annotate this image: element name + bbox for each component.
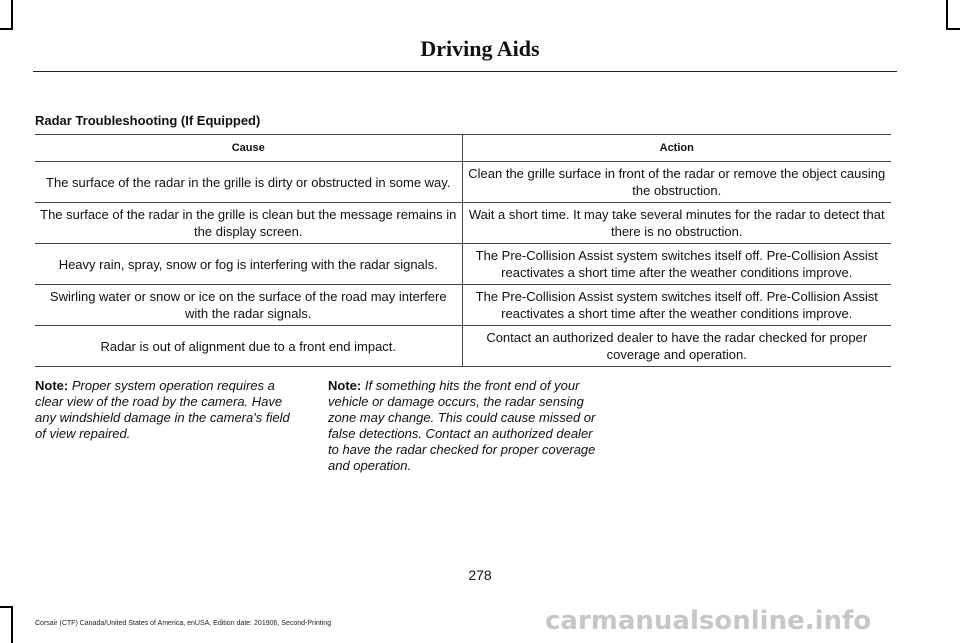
table-row <box>35 285 891 326</box>
watermark: carmanualsonline.info <box>545 606 872 636</box>
footer-edition-info: Corsair (CTF) Canada/United States of America, enUSA, Edition date: 201906, Second-Printing <box>35 620 332 627</box>
table-title: Radar Troubleshooting (If Equipped) <box>35 113 261 128</box>
action-cell: The Pre-Collision Assist system switches itself off. Pre-Collision Assist reactivates a short time after the weather conditions improve. <box>462 244 891 285</box>
crop-mark-bottom-left-horizontal <box>0 606 13 608</box>
section-title: Driving Aids <box>420 36 540 61</box>
note-label: Note: <box>328 378 365 393</box>
note-text: If something hits the front end of your vehicle or damage occurs, the radar sensing zone may change. This could cause missed or false detections. Contact an authorized dealer to have the radar checked for proper coverage and operation. <box>328 378 596 473</box>
cause-cell: Heavy rain, spray, snow or fog is interfering with the radar signals. <box>35 244 462 285</box>
troubleshooting-table <box>35 134 891 367</box>
table-header-row <box>35 135 891 162</box>
action-cell: Contact an authorized dealer to have the radar checked for proper coverage and operation. <box>462 326 891 367</box>
note-label: Note: <box>35 378 72 393</box>
table-row <box>35 326 891 367</box>
note-radar-impact <box>328 378 596 474</box>
crop-mark-top-right-horizontal <box>946 28 960 30</box>
page-number: 278 <box>468 567 492 583</box>
action-cell: The Pre-Collision Assist system switches itself off. Pre-Collision Assist reactivates a short time after the weather conditions improve. <box>462 285 891 326</box>
cause-cell: The surface of the radar in the grille is clean but the message remains in the display screen. <box>35 203 462 244</box>
table-row <box>35 162 891 203</box>
cause-cell: The surface of the radar in the grille is dirty or obstructed in some way. <box>35 162 462 203</box>
action-cell: Wait a short time. It may take several minutes for the radar to detect that there is no obstruction. <box>462 203 891 244</box>
table-row <box>35 203 891 244</box>
crop-mark-top-right-vertical <box>946 0 948 30</box>
cause-cell: Radar is out of alignment due to a front end impact. <box>35 326 462 367</box>
cause-cell: Swirling water or snow or ice on the surface of the road may interfere with the radar signals. <box>35 285 462 326</box>
action-cell: Clean the grille surface in front of the radar or remove the object causing the obstruction. <box>462 162 891 203</box>
crop-mark-bottom-left-vertical <box>11 606 13 643</box>
header-cause: Cause <box>35 135 462 162</box>
header-action: Action <box>462 135 891 162</box>
crop-mark-top-left-vertical <box>11 0 13 30</box>
header-rule <box>33 71 897 72</box>
note-camera <box>35 378 303 442</box>
crop-mark-top-left-horizontal <box>0 28 13 30</box>
note-text: Proper system operation requires a clear view of the road by the camera. Have any windshield damage in the camera's field of view repaired. <box>35 378 290 441</box>
table-row <box>35 244 891 285</box>
